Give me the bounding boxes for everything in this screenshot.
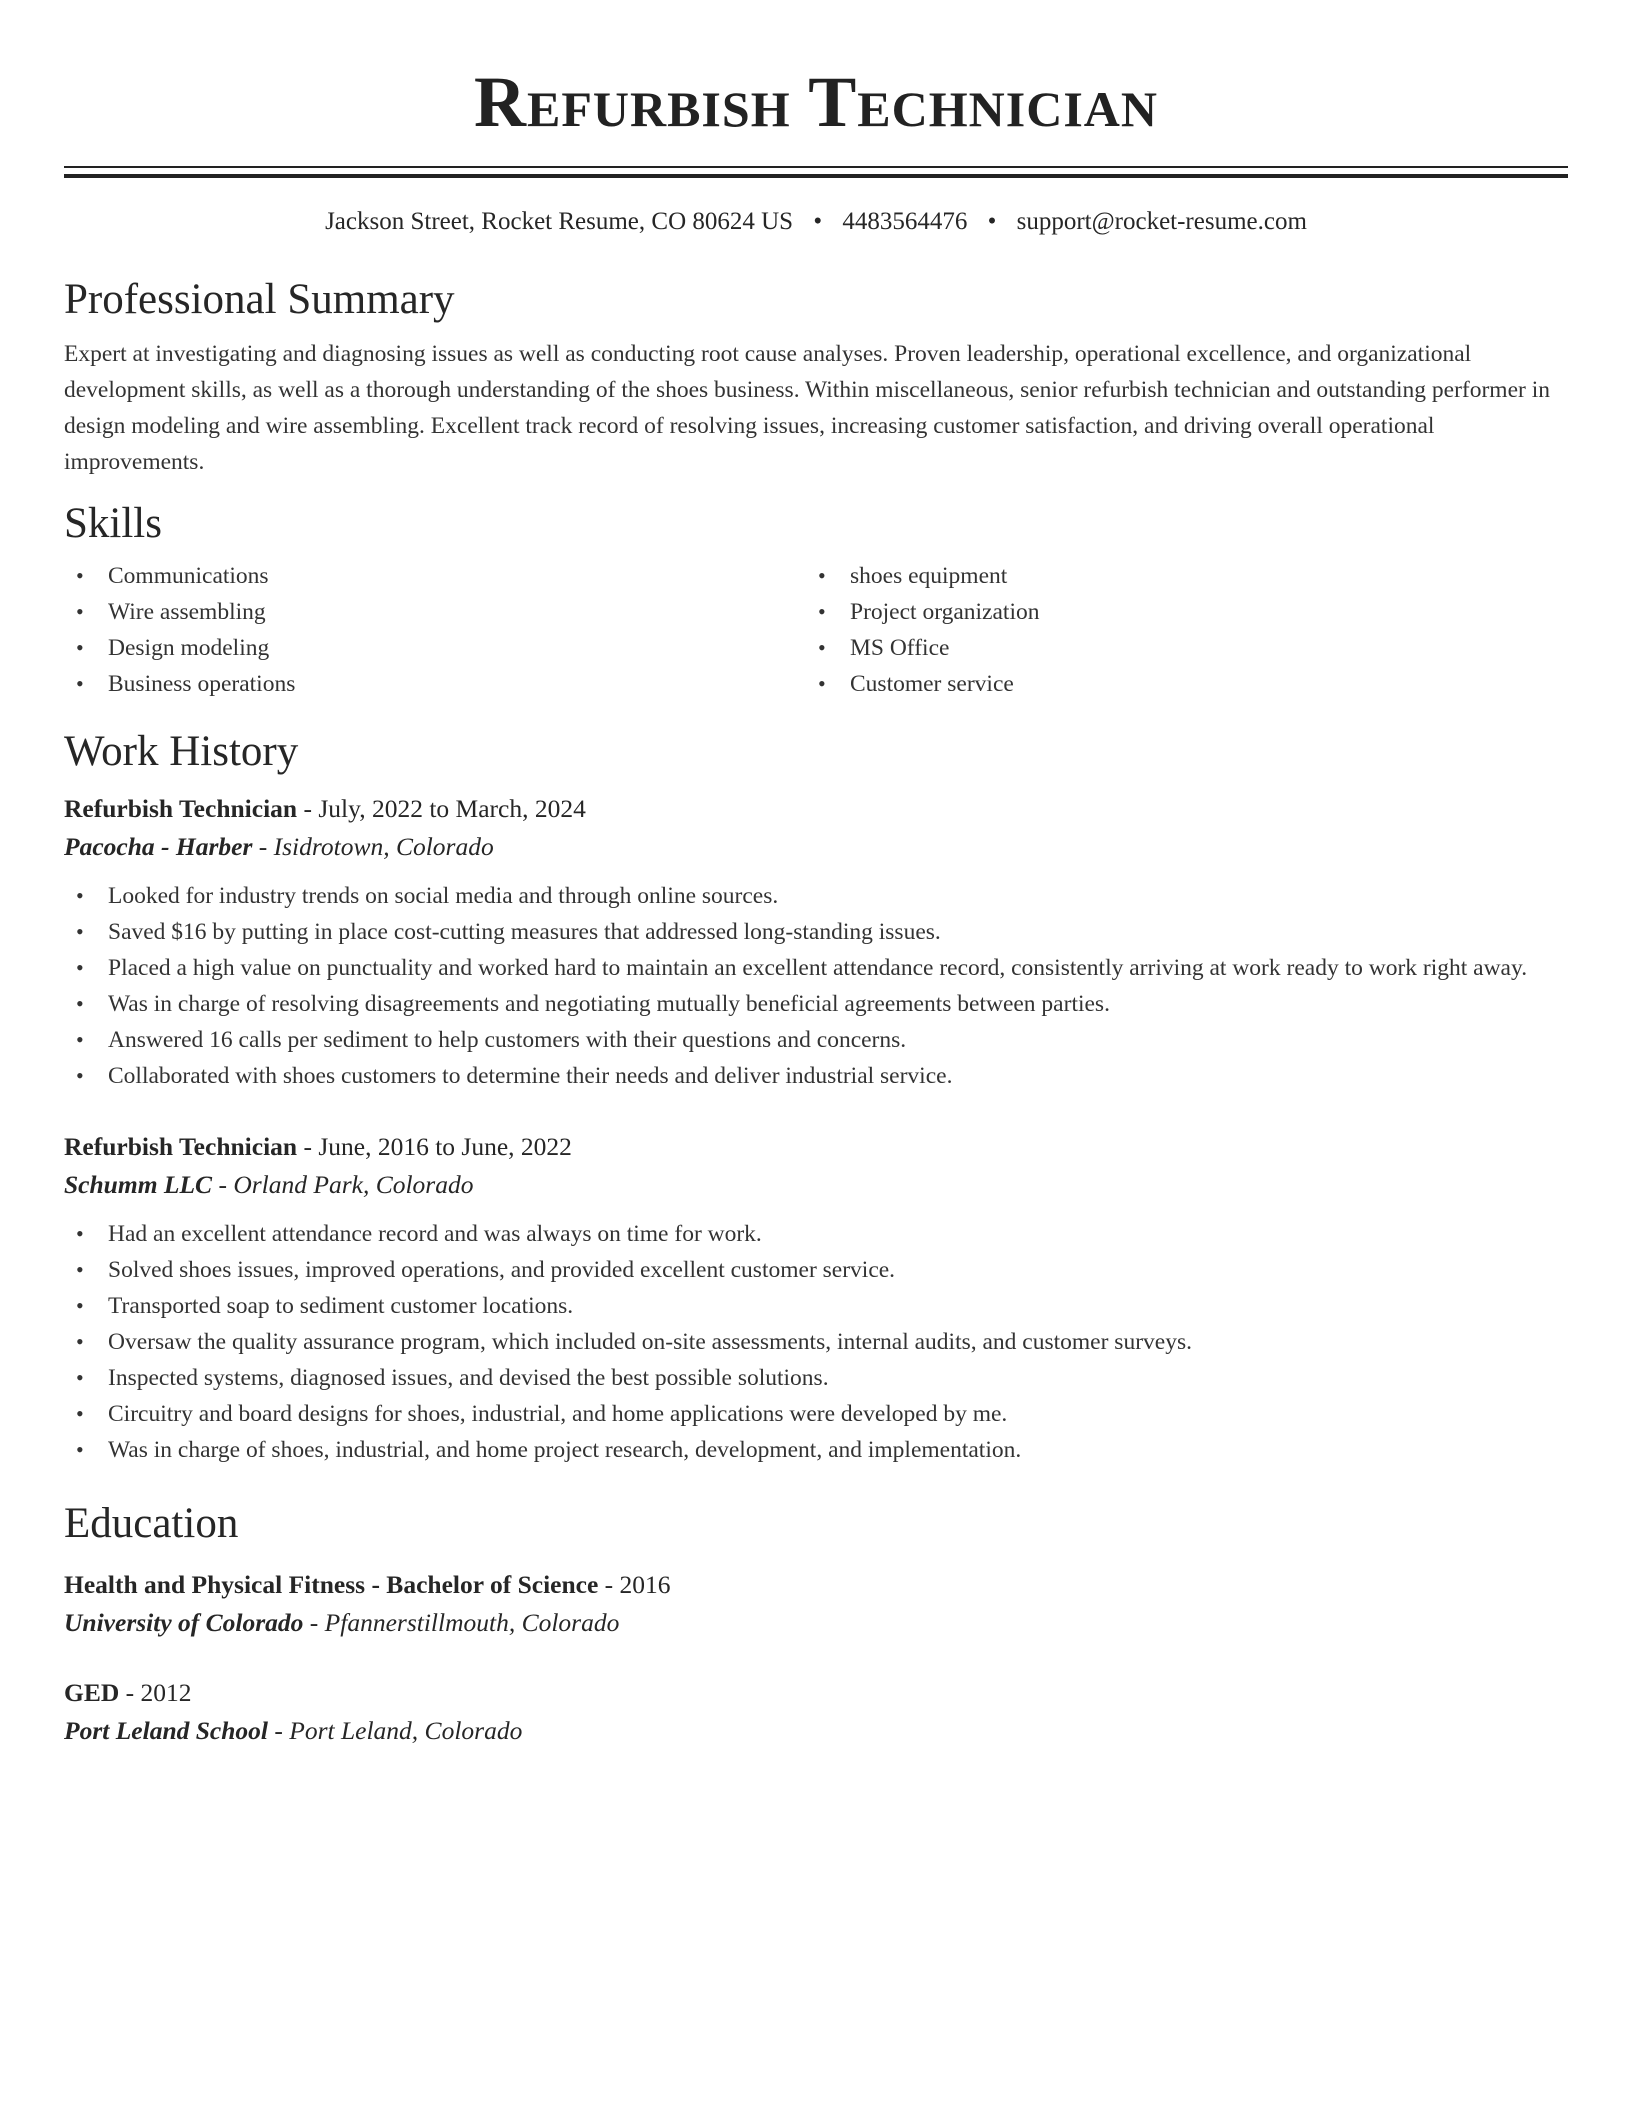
job-bullet: • Inspected systems, diagnosed issues, and devised the best possible solutions. [64, 1360, 1568, 1396]
work-history-section [64, 726, 1568, 1468]
skills-grid [64, 558, 1568, 702]
skill-item: • Wire assembling [64, 594, 806, 630]
skill-item: • Design modeling [64, 630, 806, 666]
job-location: Isidrotown, Colorado [273, 832, 494, 861]
skill-item: • MS Office [806, 630, 1548, 666]
contact-phone: 4483564476 [842, 208, 968, 235]
resume-page [64, 0, 1568, 1750]
skill-item: • shoes equipment [806, 558, 1548, 594]
job-company: Pacocha - Harber [64, 832, 253, 861]
summary-text: Expert at investigating and diagnosing issues as well as conducting root cause analyses. Proven leadership, operational excellence, and organizational development skills, as well as a thorough understanding of the shoes business. Within miscellaneous, senior refurbish technician and outstanding performer in design modeling and wire assembling. Excellent track record of resolving issues, increasing customer satisfaction, and driving overall operational improvements. [64, 341, 1550, 475]
job-bullet: • Answered 16 calls per sediment to help customers with their questions and concerns. [64, 1022, 1568, 1058]
contact-line [64, 206, 1568, 238]
job-employer: Schumm LLC - Orland Park, Colorado [64, 1170, 474, 1199]
resume-title: Refurbish Technician [473, 62, 1159, 142]
job-bullet: • Was in charge of shoes, industrial, and home project research, development, and implementation. [64, 1432, 1568, 1468]
job-entry [64, 1128, 1568, 1468]
job-dates: July, 2022 to March, 2024 [318, 794, 586, 823]
job-header: Refurbish Technician - July, 2022 to March, 2024 [64, 794, 586, 823]
job-bullet: • Placed a high value on punctuality and worked hard to maintain an excellent attendance record, consistently arriving at work ready to work right away. [64, 950, 1568, 986]
education-year: 2016 [619, 1570, 671, 1599]
education-entry [64, 1566, 1568, 1642]
job-bullet: • Circuitry and board designs for shoes, industrial, and home applications were developed by me. [64, 1396, 1568, 1432]
summary-heading: Professional Summary [64, 276, 455, 323]
job-bullet: • Looked for industry trends on social media and through online sources. [64, 878, 1568, 914]
contact-email: support@rocket-resume.com [1016, 208, 1307, 235]
job-bullet: • Was in charge of resolving disagreements and negotiating mutually beneficial agreements between parties. [64, 986, 1568, 1022]
skill-item: • Customer service [806, 666, 1548, 702]
job-bullets [64, 878, 1568, 1094]
job-title: Refurbish Technician [64, 794, 298, 823]
education-entry [64, 1674, 1568, 1750]
job-dates: June, 2016 to June, 2022 [318, 1132, 572, 1161]
skills-column-right [806, 558, 1548, 702]
job-employer: Pacocha - Harber - Isidrotown, Colorado [64, 832, 494, 861]
skill-item: • Business operations [64, 666, 806, 702]
education-header: GED - 2012 [64, 1678, 192, 1707]
education-degree: Health and Physical Fitness - Bachelor of Science [64, 1570, 599, 1599]
education-institution: Port Leland School - Port Leland, Colorado [64, 1716, 523, 1745]
education-location: Pfannerstillmouth, Colorado [324, 1608, 620, 1637]
education-year: 2012 [140, 1678, 192, 1707]
title-divider [64, 166, 1568, 178]
job-bullet: • Oversaw the quality assurance program, which included on-site assessments, internal audits, and customer surveys. [64, 1324, 1568, 1360]
skills-column-left [64, 558, 806, 702]
job-company: Schumm LLC [64, 1170, 213, 1199]
education-heading: Education [64, 1500, 239, 1547]
contact-separator: • [987, 208, 997, 235]
skills-section [64, 498, 1568, 702]
education-school: Port Leland School [64, 1716, 269, 1745]
job-header: Refurbish Technician - June, 2016 to June, 2022 [64, 1132, 572, 1161]
job-bullets [64, 1216, 1568, 1468]
job-bullet: • Transported soap to sediment customer locations. [64, 1288, 1568, 1324]
summary-section [64, 274, 1568, 480]
skill-item: • Project organization [806, 594, 1548, 630]
education-section [64, 1498, 1568, 1750]
job-entry [64, 790, 1568, 1094]
job-bullet: • Solved shoes issues, improved operations, and provided excellent customer service. [64, 1252, 1568, 1288]
contact-address: Jackson Street, Rocket Resume, CO 80624 US [325, 208, 794, 235]
skills-heading: Skills [64, 500, 162, 547]
contact-separator: • [813, 208, 823, 235]
education-location: Port Leland, Colorado [289, 1716, 523, 1745]
education-degree: GED [64, 1678, 120, 1707]
job-location: Orland Park, Colorado [233, 1170, 474, 1199]
job-bullet: • Had an excellent attendance record and was always on time for work. [64, 1216, 1568, 1252]
job-title: Refurbish Technician [64, 1132, 298, 1161]
education-school: University of Colorado [64, 1608, 304, 1637]
education-institution: University of Colorado - Pfannerstillmouth, Colorado [64, 1608, 620, 1637]
work-history-heading: Work History [64, 728, 299, 775]
education-header: Health and Physical Fitness - Bachelor of Science - 2016 [64, 1570, 671, 1599]
skill-item: • Communications [64, 558, 806, 594]
job-bullet: • Saved $16 by putting in place cost-cutting measures that addressed long-standing issues. [64, 914, 1568, 950]
job-bullet: • Collaborated with shoes customers to determine their needs and deliver industrial service. [64, 1058, 1568, 1094]
